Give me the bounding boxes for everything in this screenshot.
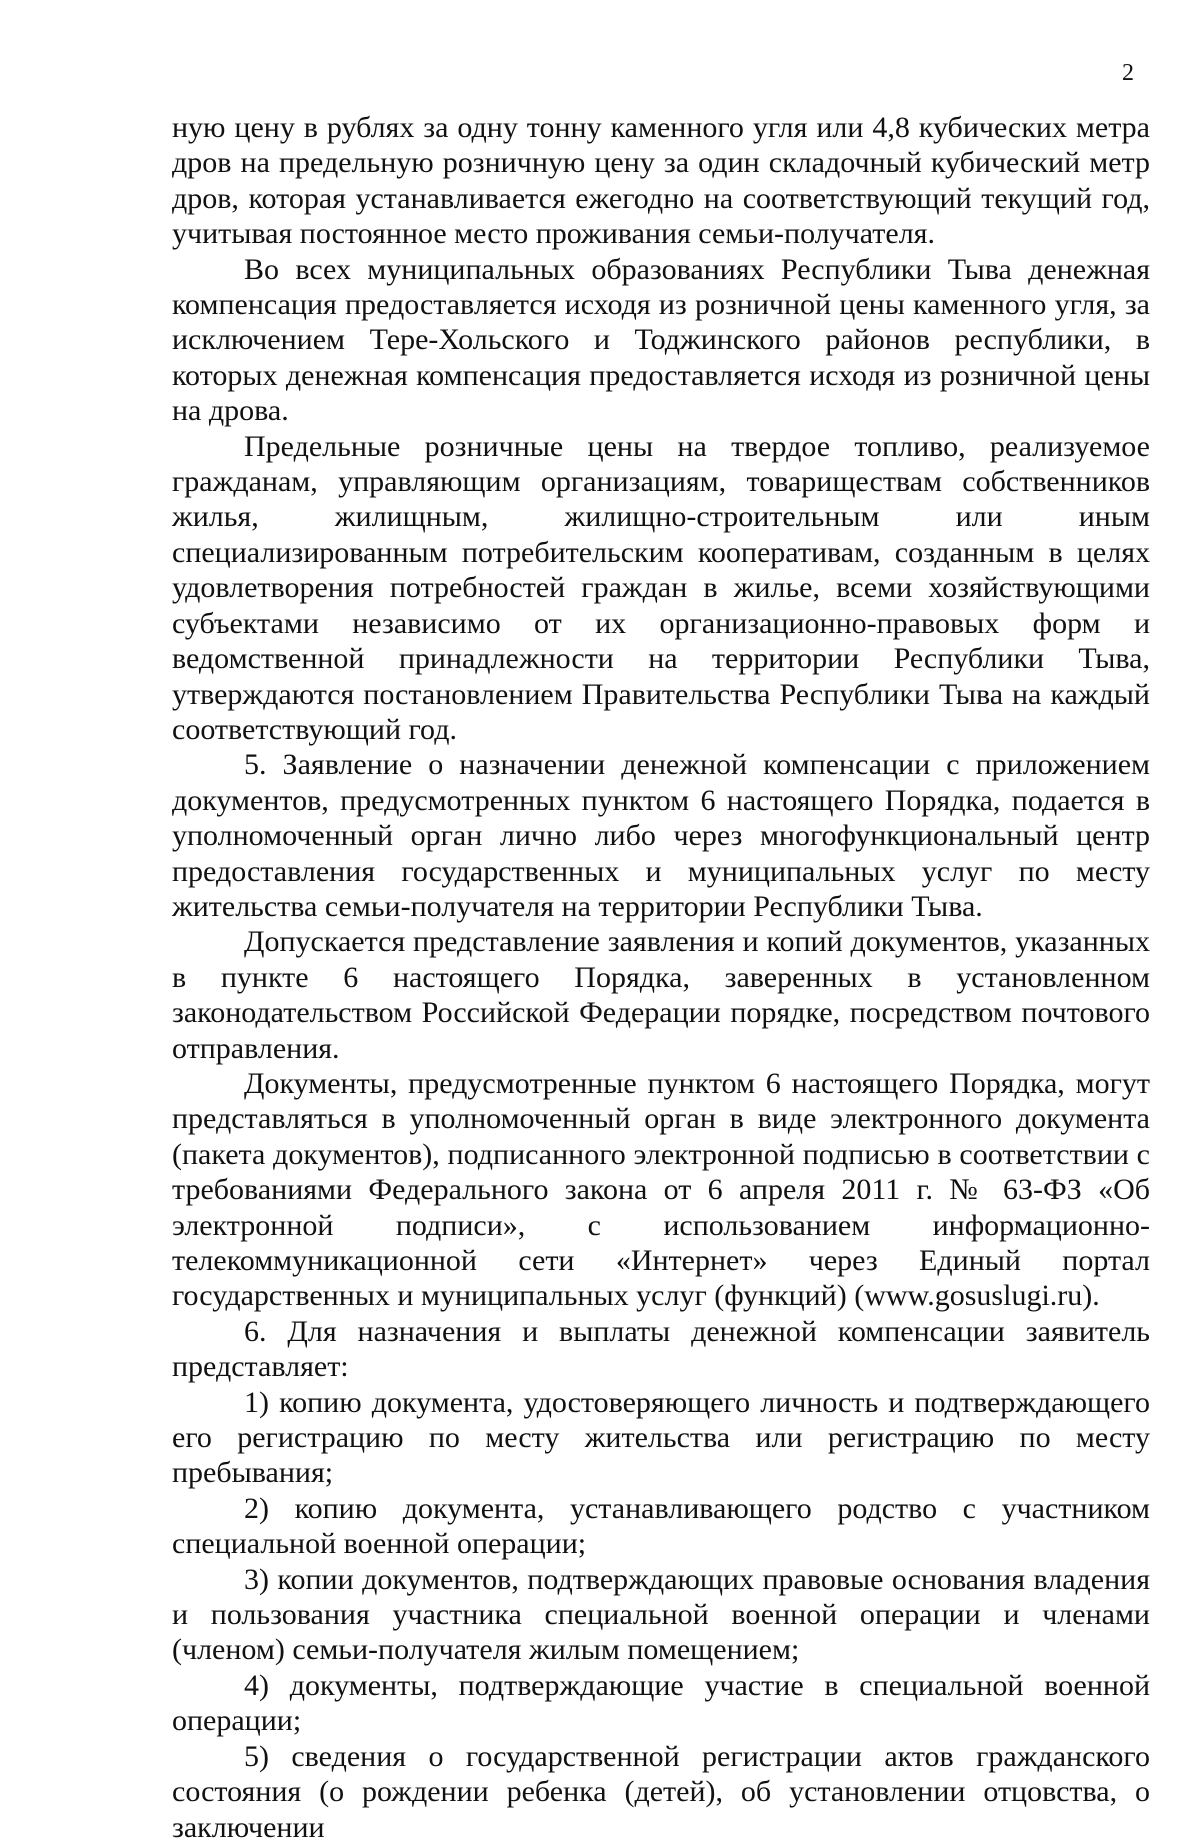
paragraph-fuel-price-limits: Предельные розничные цены на твердое топливо, реализуемое гражданам, управляющим организациям, товариществам собственников жилья, жилищным, жилищно-строительным или иным специализированным потребительским кооперативам, созданным в целях удовлетворения потребностей граждан в жилье, всеми хозяйствующими субъектами независимо от их организационно-правовых форм и ведомственной принадлежности на территории Республики Тыва, утверждаются постановлением Правительства Республики Тыва на каждый соответствующий год. (172, 429, 1150, 746)
paragraph-item-5-application: 5. Заявление о назначении денежной компенсации с приложением документов, предусмотренных пунктом 6 настоящего Порядка, подается в уполномоченный орган лично либо через многофункциональный центр предоставления государственных и муниципальных услуг по месту жительства семьи-получателя на территории Республики Тыва. (172, 748, 1150, 923)
page-number: 2 (1122, 60, 1134, 86)
list-item-4-participation: 4) документы, подтверждающие участие в специальной военной операции; (172, 1668, 1150, 1738)
paragraph-electronic-submission: Документы, предусмотренные пунктом 6 настоящего Порядка, могут представляться в уполномоченный орган в виде электронного документа (пакета документов), подписанного электронной подписью в соответствии с требованиями Федерального закона от 6 апреля 2011 г. № 63-ФЗ «Об электронной подписи», с использованием информационно-телекоммуникационной сети «Интернет» через Единый портал государственных и муниципальных услуг (функций) (www.gosuslugi.ru). (172, 1066, 1150, 1313)
list-item-1-identity: 1) копию документа, удостоверяющего личность и подтверждающего его регистрацию по месту жительства или регистрацию по месту пребывания; (172, 1385, 1150, 1490)
paragraph-compensation-basis: Во всех муниципальных образованиях Республики Тыва денежная компенсация предоставляется исходя из розничной цены каменного угля, за исключением Тере-Хольского и Тоджинского районов республики, в которых денежная компенсация предоставляется исходя из розничной цены на дрова. (172, 252, 1150, 428)
list-item-3-housing: 3) копии документов, подтверждающих правовые основания владения и пользования участника специальной военной операции и членами (членом) семьи-получателя жилым помещением; (172, 1562, 1150, 1667)
list-item-5-civil-records: 5) сведения о государственной регистрации актов гражданского состояния (о рождении ребенка (детей), об установлении отцовства, о заключении (172, 1739, 1150, 1844)
paragraph-coal-price-continuation: ную цену в рублях за одну тонну каменного угля или 4,8 кубических метра дров на предельную розничную цену за один складочный кубический метр дров, которая устанавливается ежегодно на соответствующий текущий год, учитывая постоянное место проживания семьи-получателя. (172, 111, 1150, 251)
paragraph-postal-submission: Допускается представление заявления и копий документов, указанных в пункте 6 настоящего Порядка, заверенных в установленном законодательством Российской Федерации порядке, посредством почтового отправления. (172, 925, 1150, 1065)
document-body (172, 110, 1150, 1845)
list-item-2-kinship: 2) копию документа, устанавливающего родство с участником специальной военной операции; (172, 1491, 1150, 1561)
paragraph-item-6-intro: 6. Для назначения и выплаты денежной компенсации заявитель представляет: (172, 1314, 1150, 1384)
